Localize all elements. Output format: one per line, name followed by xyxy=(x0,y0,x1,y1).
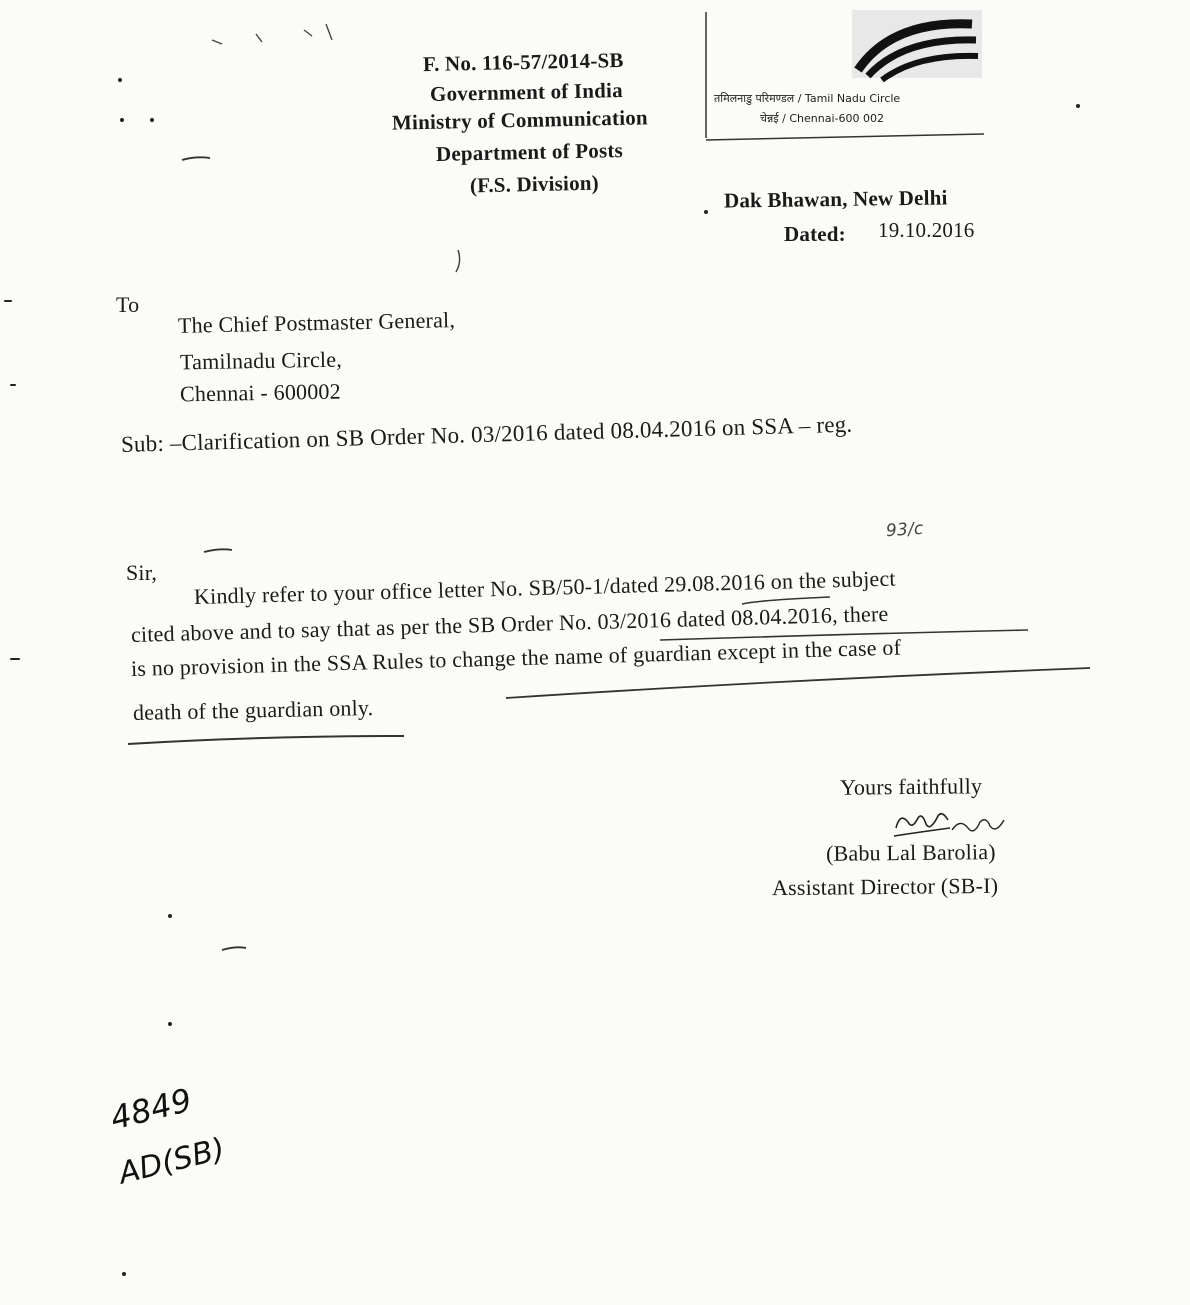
scan-speck xyxy=(4,300,12,302)
handwritten-number: 4849 xyxy=(106,1080,196,1138)
stamp-line1: तमिलनाडु परिमण्डल / Tamil Nadu Circle xyxy=(714,92,901,105)
to-label: To xyxy=(116,292,140,317)
received-stamp xyxy=(702,8,988,144)
scan-speck xyxy=(168,1022,172,1026)
scan-speck xyxy=(150,118,154,122)
body-line3: is no provision in the SSA Rules to change the name of guardian except in the case of xyxy=(130,634,902,681)
header-division: (F.S. Division) xyxy=(469,170,600,198)
signatory-name: (Babu Lal Barolia) xyxy=(825,839,996,866)
india-post-logo-icon xyxy=(852,10,982,80)
scan-speck xyxy=(122,1272,126,1276)
subject-line: Sub: –Clarification on SB Order No. 03/2016 dated 08.04.2016 on SSA – reg. xyxy=(120,411,853,457)
addressee-line3: Chennai - 600002 xyxy=(179,378,342,407)
handwritten-ad: AD(SB) xyxy=(115,1131,229,1192)
yours-faithfully: Yours faithfully xyxy=(839,773,983,800)
body-line1: Kindly refer to your office letter No. SB/50-1/dated 29.08.2016 on the subject xyxy=(193,565,897,609)
signatory-designation: Assistant Director (SB-I) xyxy=(771,872,999,901)
addressee-line1: The Chief Postmaster General, xyxy=(177,307,456,338)
file-number: F. No. 116-57/2014-SB xyxy=(422,47,624,77)
body-line2: cited above and to say that as per the SB Order No. 03/2016 dated 08.04.2016, there xyxy=(130,600,889,647)
scan-speck xyxy=(1076,104,1080,108)
body-line4: death of the guardian only. xyxy=(132,694,374,725)
header-government: Government of India xyxy=(429,77,624,107)
stamp-line2: चेन्नई / Chennai-600 002 xyxy=(760,112,884,125)
scan-speck xyxy=(10,658,20,660)
addressee-line2: Tamilnadu Circle, xyxy=(179,346,343,375)
scan-speck xyxy=(704,210,708,214)
place-location: Dak Bhawan, New Delhi xyxy=(723,185,948,213)
dated-label: Dated: xyxy=(784,222,846,246)
scan-speck xyxy=(120,118,124,122)
dated-value: 19.10.2016 xyxy=(878,218,975,242)
salutation: Sir, xyxy=(126,560,158,585)
header-ministry: Ministry of Communication xyxy=(391,105,649,135)
scan-speck xyxy=(10,384,16,386)
header-department: Department of Posts xyxy=(435,138,624,166)
scan-speck xyxy=(118,78,122,82)
scan-speck xyxy=(168,914,172,918)
margin-note: 93/c xyxy=(885,518,925,542)
